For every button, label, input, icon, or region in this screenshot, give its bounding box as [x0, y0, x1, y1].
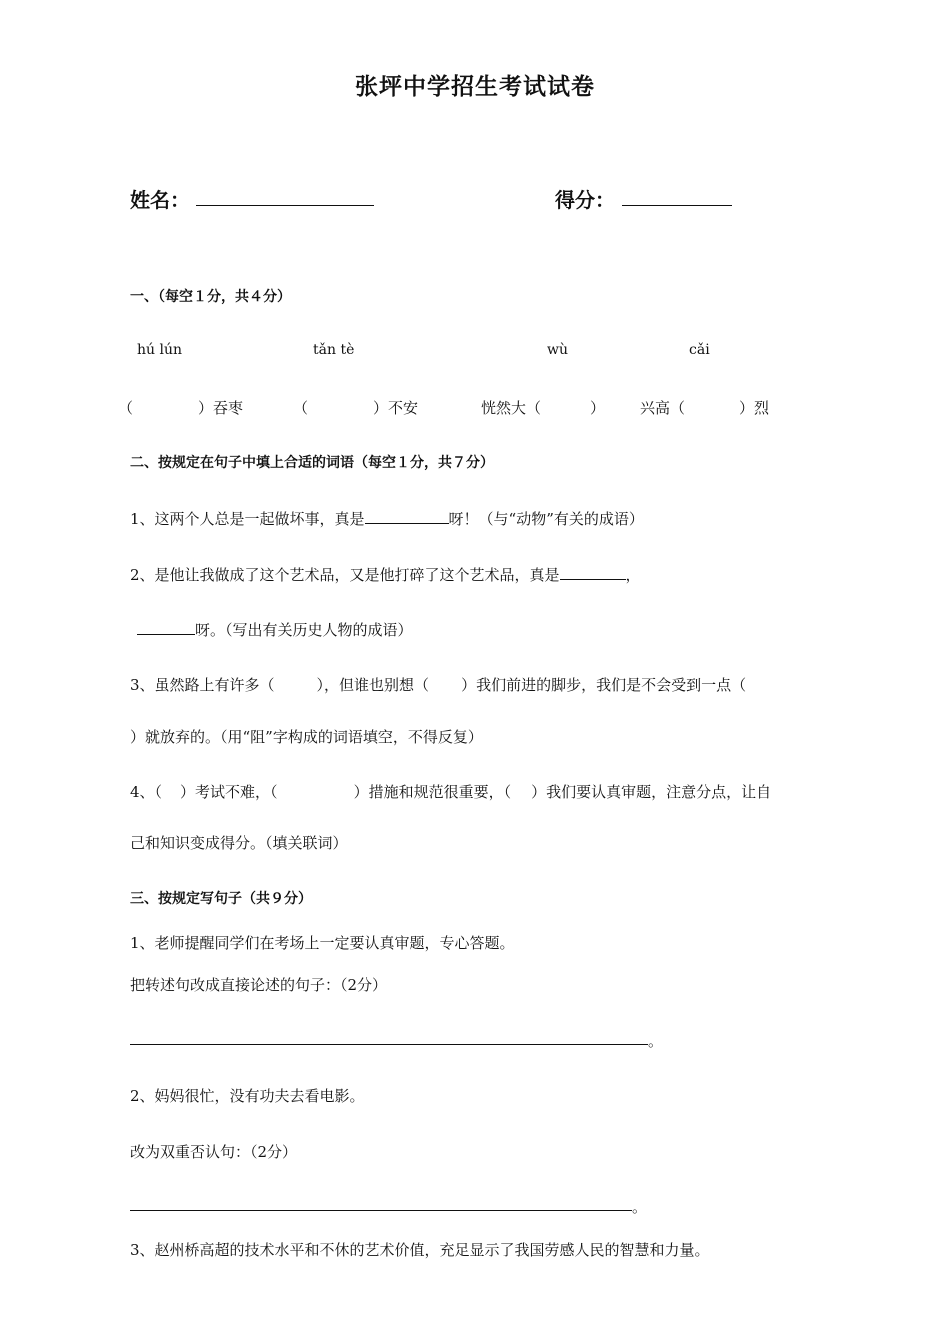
- s3-q2-answer-line[interactable]: [130, 1210, 632, 1211]
- s2-q1: [130, 508, 644, 529]
- s3-q1-end: 。: [648, 1032, 664, 1050]
- s1-item-1-open: （: [118, 399, 134, 417]
- s2-q2-comma: ，: [625, 566, 641, 584]
- s1-item-3-close: ）: [590, 399, 606, 417]
- s2-q2-line1: [130, 564, 641, 585]
- s2-q3-part2: ），但谁也别想（: [316, 676, 430, 694]
- pinyin-4: cǎi: [689, 342, 710, 358]
- name-label: 姓名：: [130, 188, 190, 212]
- pinyin-3: wù: [547, 342, 568, 358]
- s3-q2-sentence: 2、妈妈很忙，没有功夫去看电影。: [130, 1087, 365, 1105]
- s1-item-4-close: ）烈: [739, 399, 770, 417]
- section-2-heading: 二、按规定在句子中填上合适的词语（每空１分，共７分）: [130, 455, 494, 471]
- section-3-heading: 三、按规定写句子（共９分）: [130, 891, 312, 907]
- s3-q1-sentence: 1、老师提醒同学们在考场上一定要认真审题，专心答题。: [130, 934, 515, 952]
- s2-q4-part1: 4、（: [130, 783, 163, 801]
- s2-q3-line2: ）就放弃的。（用“阻”字构成的词语填空，不得反复）: [130, 728, 483, 746]
- s3-q2-end: 。: [632, 1198, 648, 1216]
- s2-q3-line1: [130, 674, 746, 695]
- s2-q4-part3: ）措施和规范很重要，（: [353, 783, 512, 801]
- s3-q1-instruction: 把转述句改成直接论述的句子：（2分）: [130, 976, 388, 994]
- s2-q2-blank-2[interactable]: [137, 620, 195, 635]
- s2-q2-prefix: 2、是他让我做成了这个艺术品，又是他打碎了这个艺术品，真是: [130, 566, 560, 584]
- s2-q4-part4: ）我们要认真审题，注意分点，让自: [531, 783, 772, 801]
- s2-q3-part3: ）我们前进的脚步，我们是不会受到一点（: [461, 676, 747, 694]
- name-field[interactable]: [196, 205, 374, 206]
- pinyin-2: tǎn tè: [313, 342, 355, 358]
- s2-q2-blank-1[interactable]: [560, 565, 626, 580]
- pinyin-1: hú lún: [137, 342, 182, 358]
- s2-q1-prefix: 1、这两个人总是一起做坏事，真是: [130, 510, 365, 528]
- score-label: 得分：: [555, 188, 615, 212]
- s1-item-4-open: 兴高（: [640, 399, 686, 417]
- section-1-heading: 一、（每空１分，共４分）: [130, 289, 291, 305]
- s2-q3-part1: 3、虽然路上有许多（: [130, 676, 275, 694]
- s2-q1-blank[interactable]: [365, 509, 449, 524]
- s3-q3-sentence: 3、赵州桥高超的技术水平和不休的艺术价值，充足显示了我国劳感人民的智慧和力量。: [130, 1241, 710, 1259]
- s2-q4-part2: ）考试不难，（: [180, 783, 278, 801]
- s2-q2-line2: [137, 619, 413, 640]
- s1-item-2-open: （: [293, 399, 309, 417]
- exam-title: 张坪中学招生考试试卷: [355, 74, 595, 100]
- s1-item-1-close: ）吞枣: [198, 399, 244, 417]
- s2-q1-suffix: 呀！（与“动物”有关的成语）: [448, 510, 644, 528]
- s1-item-3-open: 恍然大（: [481, 399, 542, 417]
- s1-item-2-close: ）不安: [373, 399, 419, 417]
- s2-q4-line2: 己和知识变成得分。（填关联词）: [130, 834, 348, 852]
- s2-q2-suffix: 呀。（写出有关历史人物的成语）: [195, 621, 413, 639]
- s3-q1-answer-line[interactable]: [130, 1044, 648, 1045]
- s3-q2-instruction: 改为双重否认句：（2分）: [130, 1143, 298, 1161]
- s2-q4-line1: [130, 781, 771, 802]
- score-field[interactable]: [622, 205, 732, 206]
